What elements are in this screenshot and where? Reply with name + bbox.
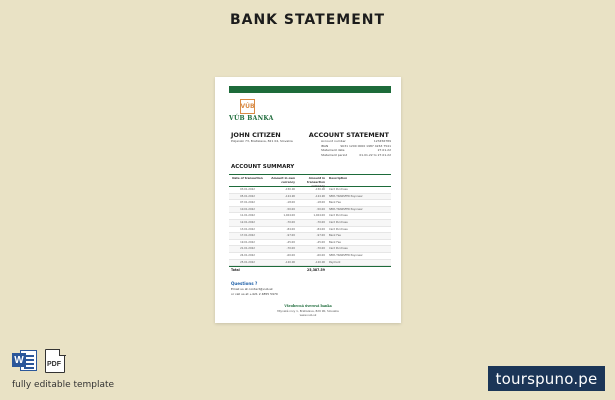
row-own-amount: -124.90 <box>284 194 295 198</box>
account-info-value: 01.01.22 to 27.01.22 <box>359 152 391 157</box>
row-own-amount: -45.00 <box>286 240 295 244</box>
table-row <box>229 187 391 194</box>
questions-title: Questions ? <box>231 281 258 286</box>
header-date: Date of transaction <box>232 176 263 180</box>
row-date: 03.01.2022 <box>240 188 255 191</box>
table-row <box>229 240 391 247</box>
pdf-icon[interactable] <box>45 349 65 373</box>
row-tx-amount: -84.00 <box>316 227 325 231</box>
statement-preview[interactable] <box>215 77 401 323</box>
row-description: Card Purchase <box>329 220 348 224</box>
bank-name: VÚB BANKA <box>229 115 274 122</box>
table-row <box>229 213 391 220</box>
total-label: Total <box>231 268 240 273</box>
total-description-spacer <box>327 267 391 274</box>
row-date: 17.01.2022 <box>240 234 255 238</box>
account-info-label: Account number <box>321 139 346 143</box>
row-tx-amount: -70.00 <box>316 247 325 251</box>
footer-address: Mlynské nivy 1, Bratislava, 829 90, Slovakia <box>277 309 339 313</box>
row-tx-amount: -50.00 <box>316 207 325 211</box>
row-date: 07.01.2022 <box>240 201 255 205</box>
row-date: 10.01.2022 <box>240 207 255 211</box>
row-tx-amount: -150.00 <box>314 188 325 191</box>
row-own-amount: -18.00 <box>286 201 295 205</box>
word-icon[interactable] <box>12 349 37 372</box>
row-date: 24.01.2022 <box>240 253 255 257</box>
header-own-amount: Amount in own currency <box>271 176 295 184</box>
table-row <box>229 227 391 234</box>
header-bar <box>229 86 391 93</box>
page-title: BANK STATEMENT <box>229 12 386 28</box>
account-info-label: IBAN <box>321 143 329 148</box>
row-own-amount: -60.00 <box>286 253 295 257</box>
total-row <box>229 267 391 274</box>
account-info-label: Statement date <box>321 148 345 152</box>
row-date: 25.01.2022 <box>240 260 255 264</box>
account-info-label: Statement period <box>321 152 348 157</box>
row-description: Card Purchase <box>329 247 348 251</box>
format-icons <box>12 349 65 373</box>
word-icon-letter: W <box>12 353 26 367</box>
row-description: Bank Fee <box>329 240 341 244</box>
bank-logo-mark: VÚB <box>240 103 255 110</box>
row-tx-amount: -45.00 <box>316 240 325 244</box>
footer-web: www.vub.sk <box>299 313 317 317</box>
row-tx-amount: -120.00 <box>314 260 325 264</box>
row-date: 12.01.2022 <box>240 220 255 224</box>
table-body <box>229 187 391 266</box>
row-tx-amount: -60.00 <box>316 253 325 257</box>
row-tx-amount: -97.00 <box>316 234 325 238</box>
account-statement-title: ACCOUNT STATEMENT <box>308 131 389 139</box>
account-info-value: SK31 1200 0000 1987 4263 7541 <box>340 143 391 148</box>
row-tx-amount: -124.90 <box>314 194 325 198</box>
editable-caption: fully editable template <box>12 380 115 390</box>
bank-logo-icon <box>240 99 255 114</box>
row-own-amount: -150.00 <box>284 188 295 191</box>
total-value: 25,387.59 <box>307 268 325 273</box>
row-tx-amount: -18.00 <box>316 201 325 205</box>
account-info <box>321 139 391 157</box>
questions-phone: or call us at +421 2 4855 5970 <box>231 292 278 296</box>
row-description: Card Purchase <box>329 188 348 191</box>
row-date: 05.01.2022 <box>240 194 255 198</box>
row-description: SEPA TRANSFER Payoneer <box>329 207 363 211</box>
customer-name: JOHN CITIZEN <box>231 131 281 139</box>
account-summary-title: ACCOUNT SUMMARY <box>231 164 295 170</box>
transactions-table <box>229 174 391 274</box>
row-own-amount: -70.00 <box>286 247 295 251</box>
row-description: Bank Fee <box>329 201 341 205</box>
header-tx-amount: Amount in transaction currency <box>306 176 325 188</box>
row-own-amount: -70.00 <box>286 220 295 224</box>
row-date: 19.01.2022 <box>240 240 255 244</box>
row-own-amount: -50.00 <box>286 207 295 211</box>
account-info-value: 123456789 <box>373 139 391 143</box>
row-description: SEPA TRANSFER Payoneer <box>329 253 363 257</box>
table-row <box>229 194 391 201</box>
row-description: Payment <box>329 260 341 264</box>
brand-badge[interactable]: tourspuno.pe <box>488 366 605 391</box>
row-date: 13.01.2022 <box>240 227 255 231</box>
table-row <box>229 220 391 227</box>
footer-bank-name: Všeobecná úverová banka <box>284 304 332 308</box>
row-tx-amount: -70.00 <box>316 220 325 224</box>
table-row <box>229 207 391 214</box>
row-tx-amount: 1,024.00 <box>313 214 325 218</box>
row-own-amount: 1,024.00 <box>283 214 295 218</box>
row-own-amount: -84.00 <box>286 227 295 231</box>
pdf-icon-label: PDF <box>47 361 61 368</box>
row-description: Card Purchase <box>329 227 348 231</box>
row-own-amount: -97.00 <box>286 234 295 238</box>
row-own-amount: -120.00 <box>284 260 295 264</box>
table-header <box>229 175 391 186</box>
table-row <box>229 246 391 253</box>
row-description: Card Purchase <box>329 214 348 218</box>
account-info-value: 27.01.22 <box>377 148 391 152</box>
questions-email: Email us at contact@vub.sk <box>231 287 273 291</box>
customer-address: Poljanski 73, Bratislava, 821 04, Slovakia <box>231 139 293 143</box>
table-row <box>229 233 391 240</box>
table-row <box>229 200 391 207</box>
row-description: Bank Fee <box>329 234 341 238</box>
row-date: 21.01.2022 <box>240 247 255 251</box>
pdf-icon-fold <box>59 349 66 356</box>
table-row <box>229 253 391 260</box>
word-icon-line <box>24 367 34 369</box>
row-description: SEPA TRANSFER Payoneer <box>329 194 363 198</box>
total-spacer <box>265 267 297 274</box>
table-row <box>229 260 391 267</box>
header-description: Description <box>329 176 348 180</box>
row-date: 11.01.2022 <box>240 214 255 218</box>
account-info-row <box>321 153 391 158</box>
